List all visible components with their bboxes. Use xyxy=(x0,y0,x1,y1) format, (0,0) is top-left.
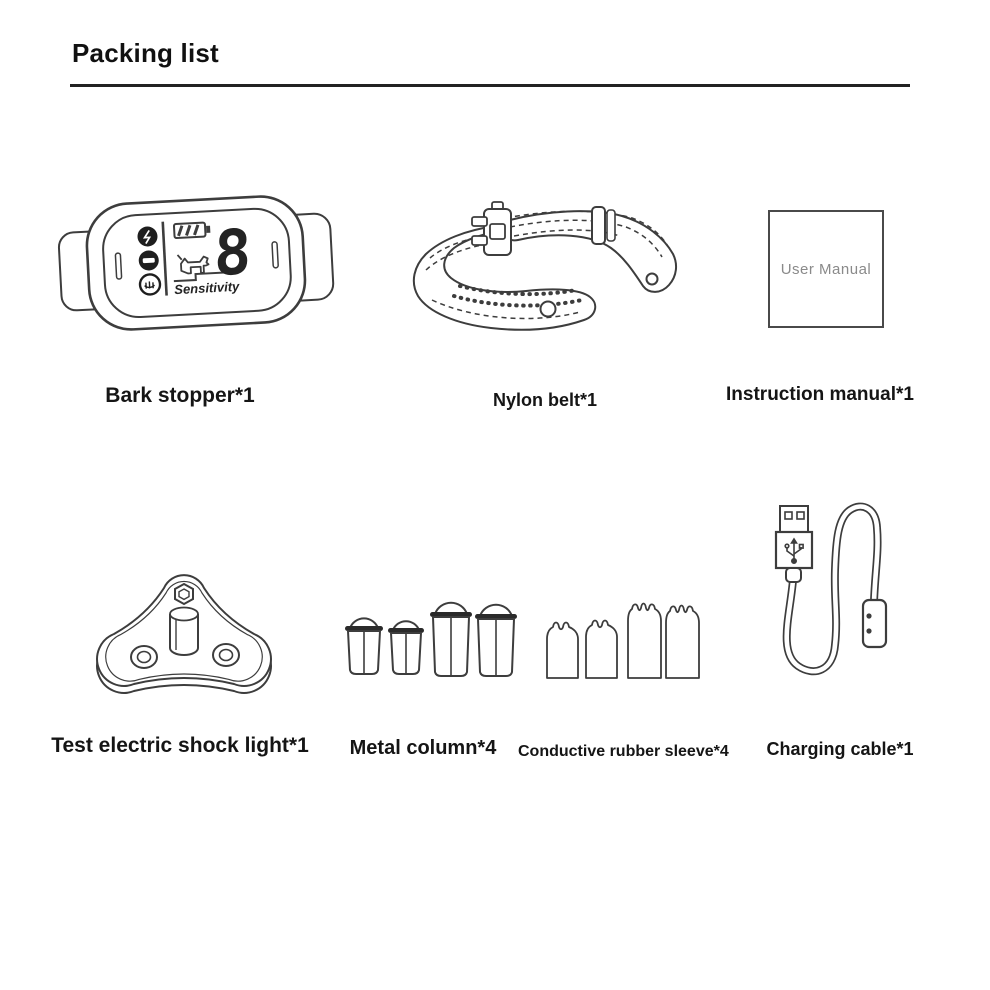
test-light-image xyxy=(82,562,286,704)
charging-cable-label: Charging cable*1 xyxy=(766,739,914,759)
instruction-manual-label: Instruction manual*1 xyxy=(726,384,914,405)
rubber-sleeve-label: Conductive rubber sleeve*4 xyxy=(518,743,729,760)
sensitivity-label: Sensitivity xyxy=(173,278,240,298)
metal-column-tall xyxy=(430,603,472,676)
metal-column-label: Metal column*4 xyxy=(349,737,497,759)
charging-cable-figure xyxy=(740,480,920,692)
bark-stopper-figure xyxy=(52,190,340,338)
belt-keeper xyxy=(592,207,605,244)
left-slot xyxy=(115,253,121,279)
test-bulb xyxy=(170,584,198,655)
level-digit xyxy=(213,215,252,290)
belt-keeper xyxy=(607,210,615,241)
rubber-sleeve-tall xyxy=(666,606,699,679)
metal-column-figure xyxy=(332,588,522,690)
title-divider xyxy=(70,84,910,87)
metal-column-short xyxy=(388,621,424,674)
rubber-sleeve-image xyxy=(540,596,700,688)
device-buttons-icon xyxy=(137,226,161,295)
bark-stopper-image xyxy=(52,190,340,338)
right-slot xyxy=(272,242,278,268)
nylon-belt-label: Nylon belt*1 xyxy=(492,390,598,410)
bark-stopper-label: Bark stopper*1 xyxy=(105,384,255,407)
nylon-belt-image xyxy=(396,196,716,346)
rubber-sleeve-tall xyxy=(628,604,661,679)
magnetic-connector-icon xyxy=(863,600,886,647)
test-light-figure xyxy=(82,562,286,704)
page-title: Packing list xyxy=(72,38,219,68)
metal-column-short xyxy=(345,618,383,674)
nylon-belt-figure xyxy=(396,196,716,346)
instruction-manual-image xyxy=(768,210,884,328)
rubber-sleeve-short xyxy=(586,621,617,679)
rubber-sleeve-short xyxy=(547,623,578,679)
metal-column-image xyxy=(332,588,522,690)
belt-hole xyxy=(647,274,658,285)
usb-plug-icon xyxy=(776,506,812,582)
rubber-sleeve-figure xyxy=(540,596,700,688)
test-light-label: Test electric shock light*1 xyxy=(51,734,309,757)
svg-text:8: 8 xyxy=(213,215,252,291)
manual-cover-text: User Manual xyxy=(780,260,872,278)
charging-cable-image xyxy=(740,480,920,692)
belt-hole xyxy=(541,302,556,317)
battery-icon xyxy=(174,222,211,238)
metal-column-tall xyxy=(475,605,517,676)
